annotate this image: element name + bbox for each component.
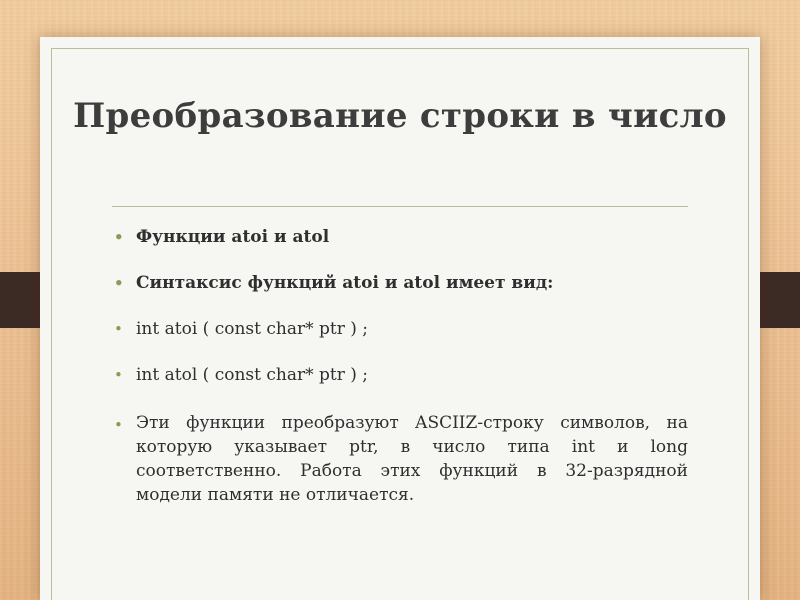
bullet-item <box>112 273 688 293</box>
bullet-marker-icon: • <box>114 228 124 246</box>
bullet-text: int atol ( const char* ptr ) ; <box>136 365 369 385</box>
bullet-text: int atoi ( const char* ptr ) ; <box>136 319 369 339</box>
bullet-marker-icon: • <box>114 320 123 338</box>
bullet-marker-icon: • <box>114 416 123 434</box>
bullet-text: Эти функции преобразуют ASCIIZ-строку символов, на которую указывает ptr, в число типа int и long соответственно. Работа этих функций в 32-разрядной модели памяти не отличается. <box>136 413 688 505</box>
bullet-text: Синтаксис функций atoi и atol имеет вид: <box>136 273 554 293</box>
bullet-item <box>112 365 688 385</box>
bullet-item <box>112 411 688 507</box>
title-divider <box>112 206 688 207</box>
slide-title: Преобразование строки в число <box>73 96 727 136</box>
bullet-list <box>112 227 688 507</box>
bullet-text: Функции atoi и atol <box>136 227 330 247</box>
bullet-marker-icon: • <box>114 274 124 292</box>
bullet-item <box>112 227 688 247</box>
bullet-marker-icon: • <box>114 366 123 384</box>
bullet-item <box>112 319 688 339</box>
